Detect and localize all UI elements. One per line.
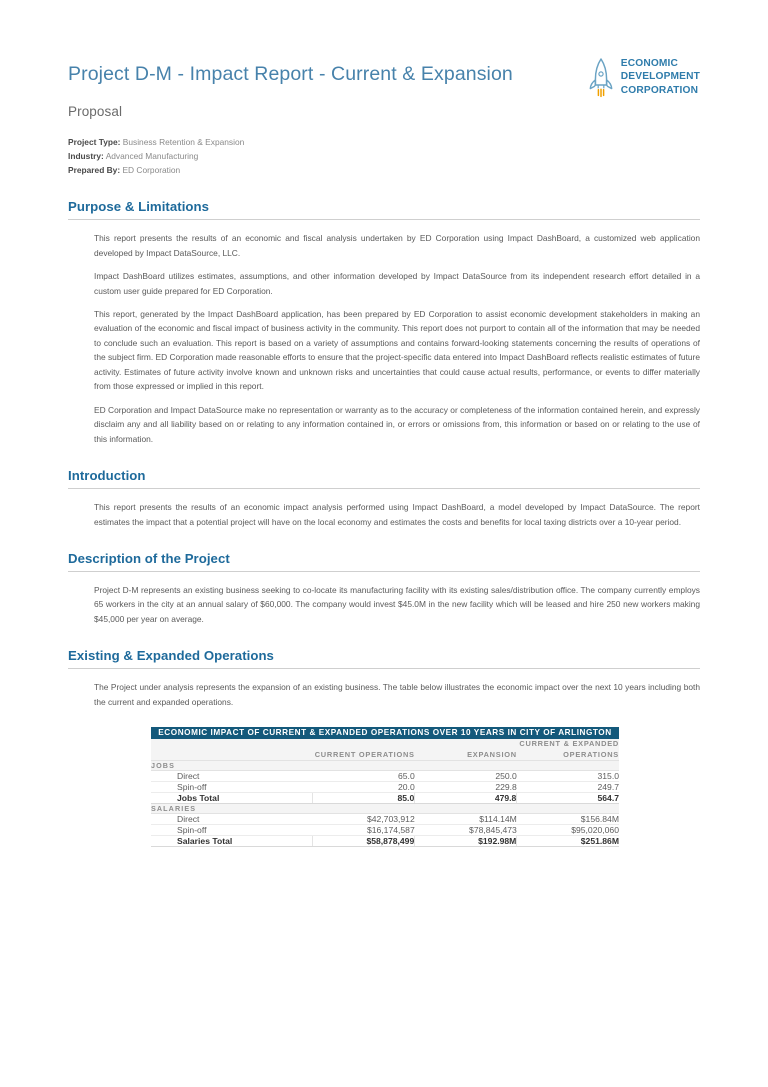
- metadata-prepared-by: [68, 164, 587, 178]
- cell-jobs-spinoff-expansion: 229.8: [415, 782, 517, 793]
- cell-jobs-direct-combined: 315.0: [517, 771, 619, 782]
- description-paragraph-1: Project D-M represents an existing business seeking to co-locate its manufacturing facility with its existing sales/distribution office. The company currently employs 65 workers in the city at an annual salary of $60,000. The company would invest $45.0M in the new facility which will be leased and hire 250 new workers making $45,000 per year on average.: [94, 585, 700, 624]
- column-header-blank: [151, 739, 313, 761]
- impact-table-container: [151, 727, 619, 847]
- purpose-paragraph-2: Impact DashBoard utilizes estimates, assumptions, and other information developed by Impact DataSource from its independent research effort detailed in a custom user guide prepared for ED Corporation.: [94, 271, 700, 296]
- section-divider: [68, 219, 700, 220]
- cell-jobs-total-current: 85.0: [313, 793, 415, 804]
- column-header-current-operations: CURRENT OPERATIONS: [313, 739, 415, 761]
- cell-salaries-total-combined: $251.86M: [517, 836, 619, 847]
- table-title: ECONOMIC IMPACT OF CURRENT & EXPANDED OPERATIONS OVER 10 YEARS IN CITY OF ARLINGTON: [151, 727, 619, 739]
- cell-jobs-spinoff-combined: 249.7: [517, 782, 619, 793]
- operations-paragraph-1: The Project under analysis represents the expansion of an existing business. The table below illustrates the economic impact over the next 10 years including both the current and expanded operations.: [94, 682, 700, 707]
- section-divider: [68, 571, 700, 572]
- table-row: [151, 782, 619, 793]
- logo-line-2: DEVELOPMENT: [620, 71, 700, 83]
- table-row: [151, 814, 619, 825]
- table-title-row: [151, 727, 619, 739]
- metadata-industry: [68, 150, 587, 164]
- cell-salaries-spinoff-current: $16,174,587: [313, 825, 415, 836]
- group-label-jobs: JOBS: [151, 761, 619, 771]
- cell-jobs-spinoff-current: 20.0: [313, 782, 415, 793]
- section-divider: [68, 668, 700, 669]
- row-label-jobs-spinoff: Spin-off: [151, 782, 313, 793]
- metadata-block: [68, 136, 587, 177]
- row-label-jobs-direct: Direct: [151, 771, 313, 782]
- table-row: [151, 771, 619, 782]
- metadata-project-type-label: Project Type:: [68, 137, 121, 148]
- metadata-prepared-by-value: ED Corporation: [120, 164, 181, 175]
- page-subtitle: Proposal: [68, 104, 123, 120]
- table-column-header-row: [151, 739, 619, 761]
- logo-text: [621, 57, 700, 96]
- column-header-current-expanded-operations: CURRENT & EXPANDED OPERATIONS: [517, 739, 619, 761]
- cell-salaries-direct-current: $42,703,912: [313, 814, 415, 825]
- cell-salaries-direct-combined: $156.84M: [517, 814, 619, 825]
- introduction-paragraph-1: This report presents the results of an economic impact analysis performed using Impact DashBoard, a model developed by Impact DataSource. The report estimates the impact that a potential project will have on the local economy and estimates the costs and benefits for local taxing districts over a 10-year period.: [94, 502, 700, 527]
- cell-jobs-direct-expansion: 250.0: [415, 771, 517, 782]
- purpose-paragraph-1: This report presents the results of an economic and fiscal analysis undertaken by ED Corporation using Impact DashBoard, a customized web application developed by Impact DataSource, LLC.: [94, 233, 700, 258]
- cell-salaries-total-current: $58,878,499: [313, 836, 415, 847]
- table-group-header-jobs: [151, 761, 619, 771]
- logo-line-1: ECONOMIC: [620, 58, 679, 70]
- metadata-industry-label: Industry:: [68, 150, 104, 161]
- document-header: [68, 52, 700, 177]
- purpose-paragraph-3: This report, generated by the Impact DashBoard application, has been prepared by ED Corporation to assist economic development stakeholders in making an evaluation of the economic and fiscal impact of business activity in the community. This report does not purport to contain all of the information that may be needed to conclude such an evaluation. This report is based on a variety of assumptions and contains forward-looking statements concerning the results of operations of the subject firm. ED Corporation made reasonable efforts to ensure that the project-specific data entered into Impact DashBoard reflects realistic estimates of future activity. Estimates of future activity involve known and unknown risks and uncertainties that could cause actual results, performance, or events to differ materially from those expressed or implied in this report.: [94, 309, 700, 392]
- section-heading-introduction: Introduction: [68, 468, 146, 484]
- cell-salaries-total-expansion: $192.98M: [415, 836, 517, 847]
- table-row: [151, 825, 619, 836]
- section-heading-description: Description of the Project: [68, 551, 230, 566]
- section-description: [68, 551, 700, 626]
- section-heading-purpose: Purpose & Limitations: [68, 199, 209, 215]
- row-label-jobs-total: Jobs Total: [151, 793, 313, 804]
- table-total-row-jobs: [151, 793, 619, 804]
- economic-impact-table: [151, 727, 619, 847]
- cell-jobs-total-expansion: 479.8: [415, 793, 517, 804]
- row-label-salaries-direct: Direct: [151, 814, 313, 825]
- column-header-expansion: EXPANSION: [415, 739, 517, 761]
- cell-salaries-spinoff-combined: $95,020,060: [517, 825, 619, 836]
- cell-salaries-spinoff-expansion: $78,845,473: [415, 825, 517, 836]
- metadata-project-type: [68, 136, 587, 150]
- header-text-block: [68, 52, 587, 177]
- page-title: Project D-M - Impact Report - Current & Expansion: [68, 63, 513, 85]
- group-label-salaries: SALARIES: [151, 804, 619, 814]
- logo-line-3: CORPORATION: [620, 84, 699, 96]
- rocket-icon: [587, 56, 615, 98]
- cell-jobs-total-combined: 564.7: [517, 793, 619, 804]
- section-introduction: [68, 468, 700, 529]
- section-heading-operations: Existing & Expanded Operations: [68, 648, 274, 664]
- section-operations: [68, 648, 700, 847]
- row-label-salaries-total: Salaries Total: [151, 836, 313, 847]
- table-total-row-salaries: [151, 836, 619, 847]
- table-group-header-salaries: [151, 804, 619, 814]
- row-label-salaries-spinoff: Spin-off: [151, 825, 313, 836]
- organization-logo: [587, 52, 700, 98]
- metadata-project-type-value: Business Retention & Expansion: [120, 137, 245, 148]
- section-divider: [68, 488, 700, 489]
- metadata-industry-value: Advanced Manufacturing: [103, 150, 199, 161]
- metadata-prepared-by-label: Prepared By:: [68, 164, 121, 175]
- cell-salaries-direct-expansion: $114.14M: [415, 814, 517, 825]
- cell-jobs-direct-current: 65.0: [313, 771, 415, 782]
- section-purpose-limitations: [68, 199, 700, 446]
- purpose-paragraph-4: ED Corporation and Impact DataSource make no representation or warranty as to the accuracy or completeness of the information contained herein, and expressly disclaim any and all liability based on or relating to any information contained in, or errors or omissions from, this information or based on or relating to the use of this information.: [94, 404, 700, 444]
